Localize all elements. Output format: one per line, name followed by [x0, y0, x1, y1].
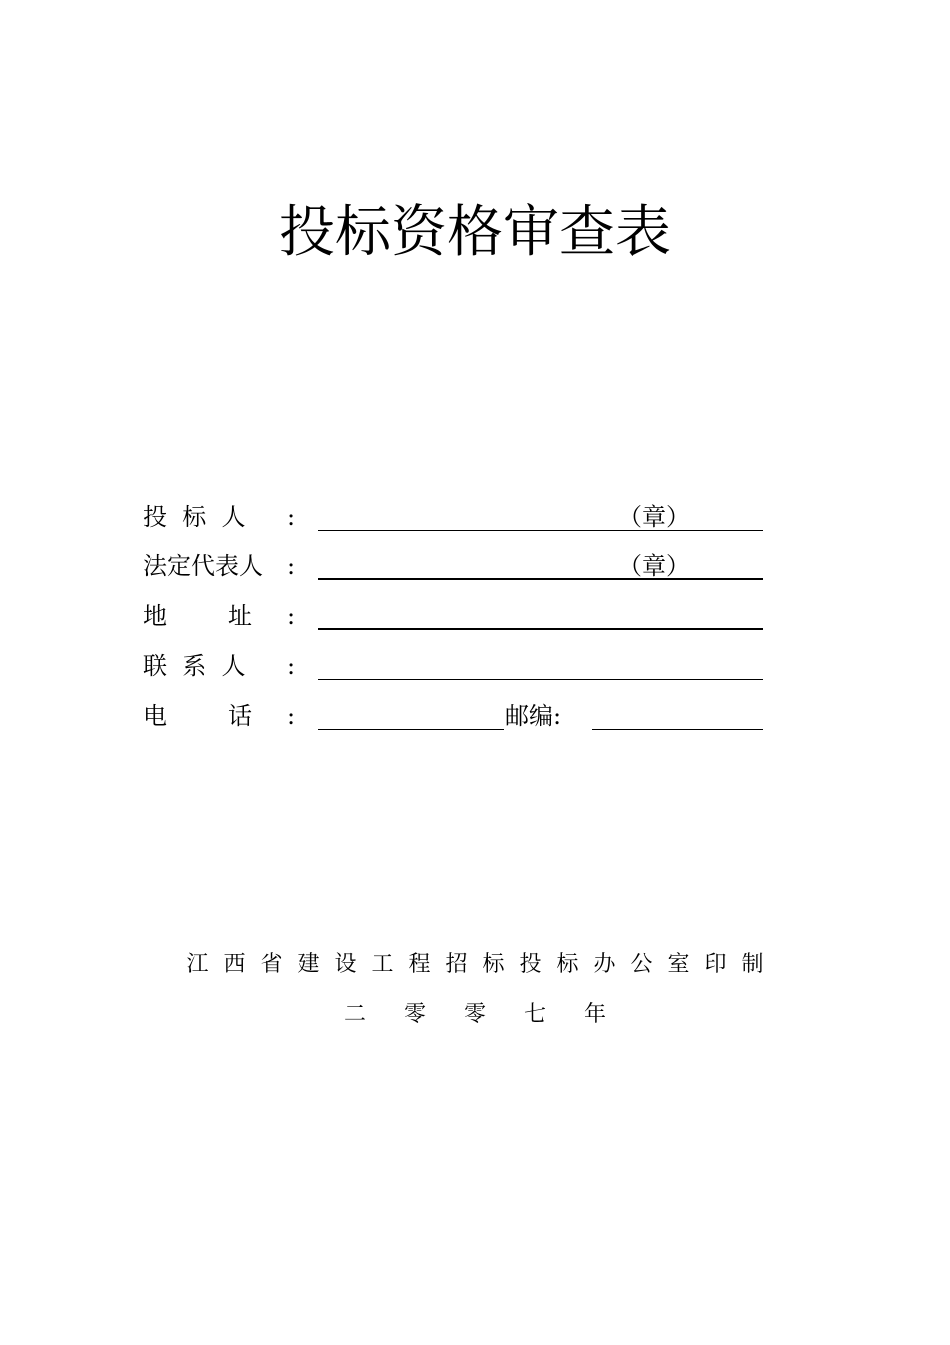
legal-rep-seal: （章） — [618, 552, 690, 580]
contact-field-line[interactable] — [318, 679, 763, 680]
phone-label: 电 话 — [143, 702, 253, 730]
postcode-label: 邮编: — [505, 702, 562, 730]
footer-publisher: 江西省建设工程招标投标办公室印制 — [186, 952, 779, 977]
address-colon: : — [287, 602, 296, 630]
bidder-label: 投 标 人 — [143, 503, 246, 531]
address-field-line[interactable] — [318, 628, 763, 630]
legal-rep-row — [0, 546, 950, 586]
legal-rep-colon: : — [287, 552, 296, 580]
phone-row — [0, 696, 950, 736]
contact-colon: : — [287, 652, 296, 680]
phone-field-line[interactable] — [318, 729, 504, 730]
bidder-row — [0, 497, 950, 537]
contact-row — [0, 646, 950, 686]
bidder-seal: （章） — [618, 503, 690, 531]
footer-year: 二零零七年 — [343, 1002, 644, 1027]
legal-rep-field-line[interactable] — [318, 578, 763, 580]
contact-label: 联 系 人 — [143, 652, 246, 680]
bidder-colon: : — [287, 503, 296, 531]
postcode-field-line[interactable] — [592, 729, 763, 730]
page-title: 投标资格审查表 — [279, 200, 671, 265]
address-label: 地 址 — [143, 602, 253, 630]
phone-colon: : — [287, 702, 296, 730]
address-row — [0, 596, 950, 636]
bidder-field-line[interactable] — [318, 530, 763, 531]
legal-rep-label: 法定代表人 — [143, 552, 263, 580]
